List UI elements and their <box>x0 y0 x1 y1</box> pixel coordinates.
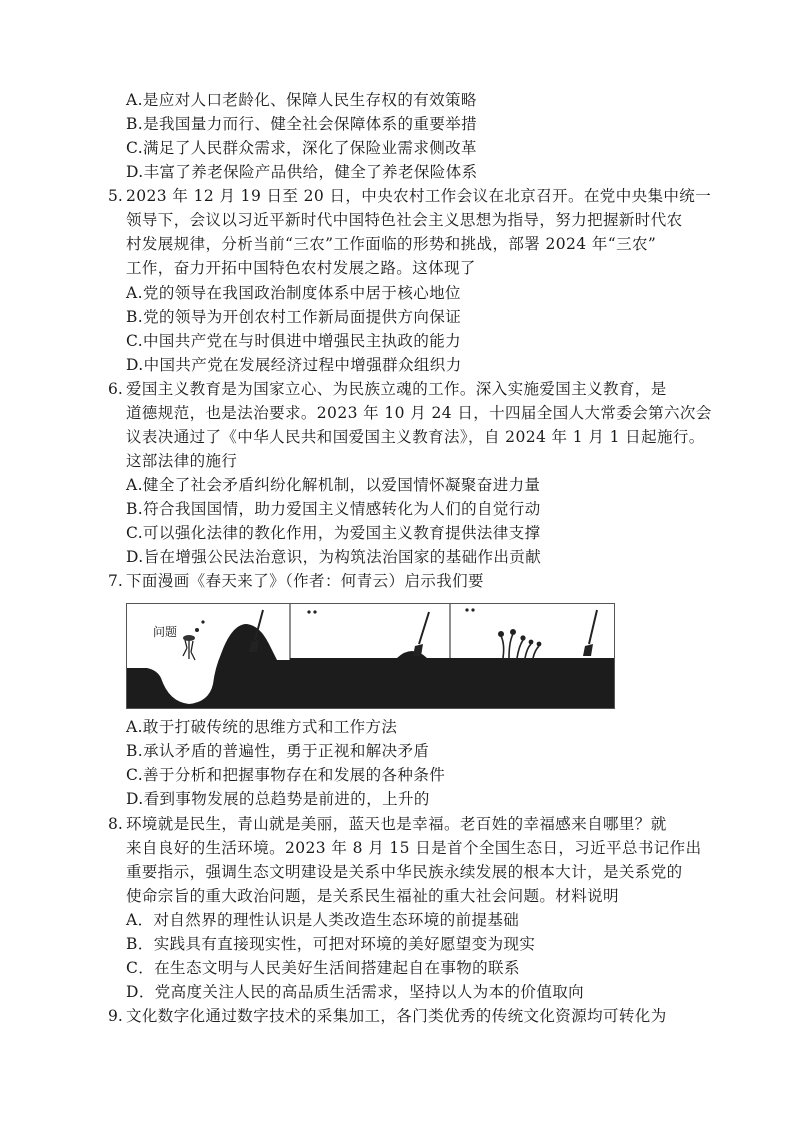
q5-option-c: C.中国共产党在与时俱进中增强民主执政的能力 <box>126 332 462 350</box>
comic-label: 问题 <box>153 625 178 639</box>
q7-number: 7. <box>108 572 123 590</box>
q5-option-b: B.党的领导为开创农村工作新局面提供方向保证 <box>126 308 462 326</box>
q8-option-d: D．党高度关注人民的高品质生活需求，坚持以人为本的价值取向 <box>126 983 585 1001</box>
comic-spring-has-come <box>126 603 615 709</box>
sprouts <box>501 634 539 658</box>
q9-number: 9. <box>108 1007 123 1025</box>
q5-stem-line: 领导下，会议以习近平新时代中国特色社会主义思想为指导，努力把握新时代农 <box>126 211 683 229</box>
q6-stem-line: 这部法律的施行 <box>126 452 238 470</box>
q6-stem-line: 爱国主义教育是为国家立心、为民族立魂的工作。深入实施爱国主义教育，是 <box>126 380 667 398</box>
q9-stem: 文化数字化通过数字技术的采集加工，各门类优秀的传统文化资源均可转化为 <box>126 1007 667 1025</box>
shovel-handle <box>419 612 429 644</box>
q6-option-d: D.旨在增强公民法治意识，为构筑法治国家的基础作出贡献 <box>126 548 542 566</box>
q5-number: 5. <box>108 187 123 205</box>
root-clump <box>183 635 195 641</box>
q5-option-d: D.中国共产党在发展经济过程中增强群众组织力 <box>126 356 462 374</box>
q7-option-c: C.善于分析和把握事物存在和发展的各种条件 <box>126 766 446 784</box>
q6-option-a: A.健全了社会矛盾纠纷化解机制，以爱国情怀凝聚奋进力量 <box>126 476 541 494</box>
q8-number: 8. <box>108 815 123 833</box>
q7-option-d: D.看到事物发展的总趋势是前进的，上升的 <box>126 790 430 808</box>
q5-stem-line: 工作，奋力开拓中国特色农村发展之路。这体现了 <box>126 259 476 277</box>
q6-option-c: C.可以强化法律的教化作用，为爱国主义教育提供法律支撑 <box>126 524 541 542</box>
ground-with-hole <box>127 624 290 708</box>
ground-flat <box>290 658 450 708</box>
small-mound <box>397 651 427 658</box>
ground-with-sprouts <box>450 658 614 708</box>
q4-option-a: A.是应对人口老龄化、保障人民生存权的有效策略 <box>126 91 477 109</box>
q5-stem-line: 2023 年 12 月 19 日至 20 日，中央农村工作会议在北京召开。在党中央集中统一 <box>126 187 712 205</box>
q4-option-c: C.满足了人民群众需求，深化了保险业需求侧改革 <box>126 139 477 157</box>
roots <box>183 640 195 660</box>
q8-option-a: A．对自然界的理性认识是人类改造生态环境的前提基础 <box>126 911 520 929</box>
q5-stem-line: 村发展规律，分析当前“三农”工作面临的形势和挑战，部署 2024 年“三农” <box>126 235 657 253</box>
q4-option-b: B.是我国量力而行、健全社会保障体系的重要举措 <box>126 115 478 133</box>
shovel-handle <box>589 610 597 644</box>
q8-stem-line: 环境就是民生，青山就是美丽，蓝天也是幸福。老百姓的幸福感来自哪里？就 <box>126 815 667 833</box>
q8-stem-line: 来自良好的生活环境。2023 年 8 月 15 日是首个全国生态日，习近平总书记作出 <box>126 839 702 857</box>
q6-number: 6. <box>108 380 123 398</box>
q6-stem-line: 道德规范，也是法治要求。2023 年 10 月 24 日，十四届全国人大常委会第六次会 <box>126 404 712 422</box>
q8-option-b: B．实践具有直接现实性，可把对环境的美好愿望变为现实 <box>126 935 536 953</box>
q7-option-a: A.敢于打破传统的思维方式和工作方法 <box>126 718 398 736</box>
q8-stem-line: 重要指示，强调生态文明建设是关系中华民族永续发展的根本大计，是关系党的 <box>126 863 683 881</box>
q7-stem: 下面漫画《春天来了》（作者：何青云）启示我们要 <box>126 572 484 590</box>
shovel-blade <box>583 644 593 656</box>
q5-option-a: A.党的领导在我国政治制度体系中居于核心地位 <box>126 284 461 302</box>
q4-option-d: D.丰富了养老保险产品供给，健全了养老保险体系 <box>126 163 478 181</box>
q8-stem-line: 使命宗旨的重大政治问题，是关系民生福祉的重大社会问题。材料说明 <box>126 887 619 905</box>
q6-stem-line: 议表决通过了《中华人民共和国爱国主义教育法》，自 2024 年 1 月 1 日起施行。 <box>126 428 705 446</box>
comic-illustration <box>127 604 614 708</box>
q6-option-b: B.符合我国国情，助力爱国主义情感转化为人们的自觉行动 <box>126 500 541 518</box>
q7-option-b: B.承认矛盾的普遍性，勇于正视和解决矛盾 <box>126 742 430 760</box>
q8-option-c: C．在生态文明与人民美好生活间搭建起自在事物的联系 <box>126 959 520 977</box>
